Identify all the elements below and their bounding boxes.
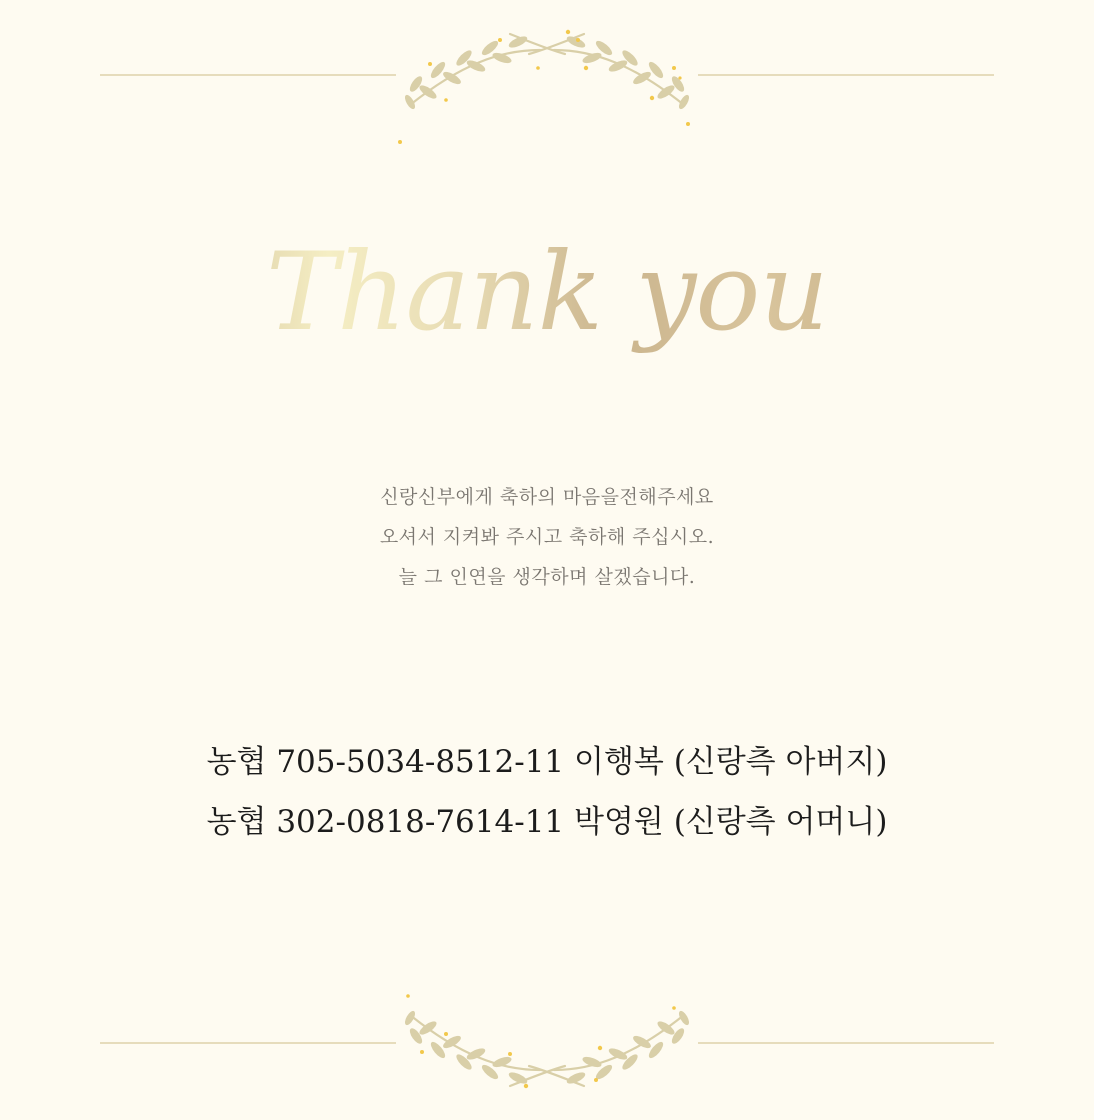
- top-right-rule: [698, 74, 994, 76]
- top-laurel-ornament-icon: [390, 20, 704, 150]
- bottom-right-rule: [698, 1042, 994, 1044]
- message-line-3: 늘 그 인연을 생각하며 살겠습니다.: [398, 566, 696, 588]
- message-line-2: 오셔서 지켜봐 주시고 축하해 주십시오.: [379, 526, 715, 548]
- message-block: [0, 477, 1094, 597]
- account-line-mother: 농협 302-0818-7614-11 박영원 (신랑측 어머니): [206, 804, 888, 840]
- top-left-rule: [100, 74, 396, 76]
- bottom-laurel-ornament-icon: [390, 970, 704, 1100]
- bottom-left-rule: [100, 1042, 396, 1044]
- message-line-1: 신랑신부에게 축하의 마음을전해주세요: [380, 486, 714, 508]
- account-line-father: 농협 705-5034-8512-11 이행복 (신랑측 아버지): [206, 744, 888, 780]
- account-list: [0, 732, 1094, 852]
- thank-you-title: Thank you: [0, 218, 1094, 368]
